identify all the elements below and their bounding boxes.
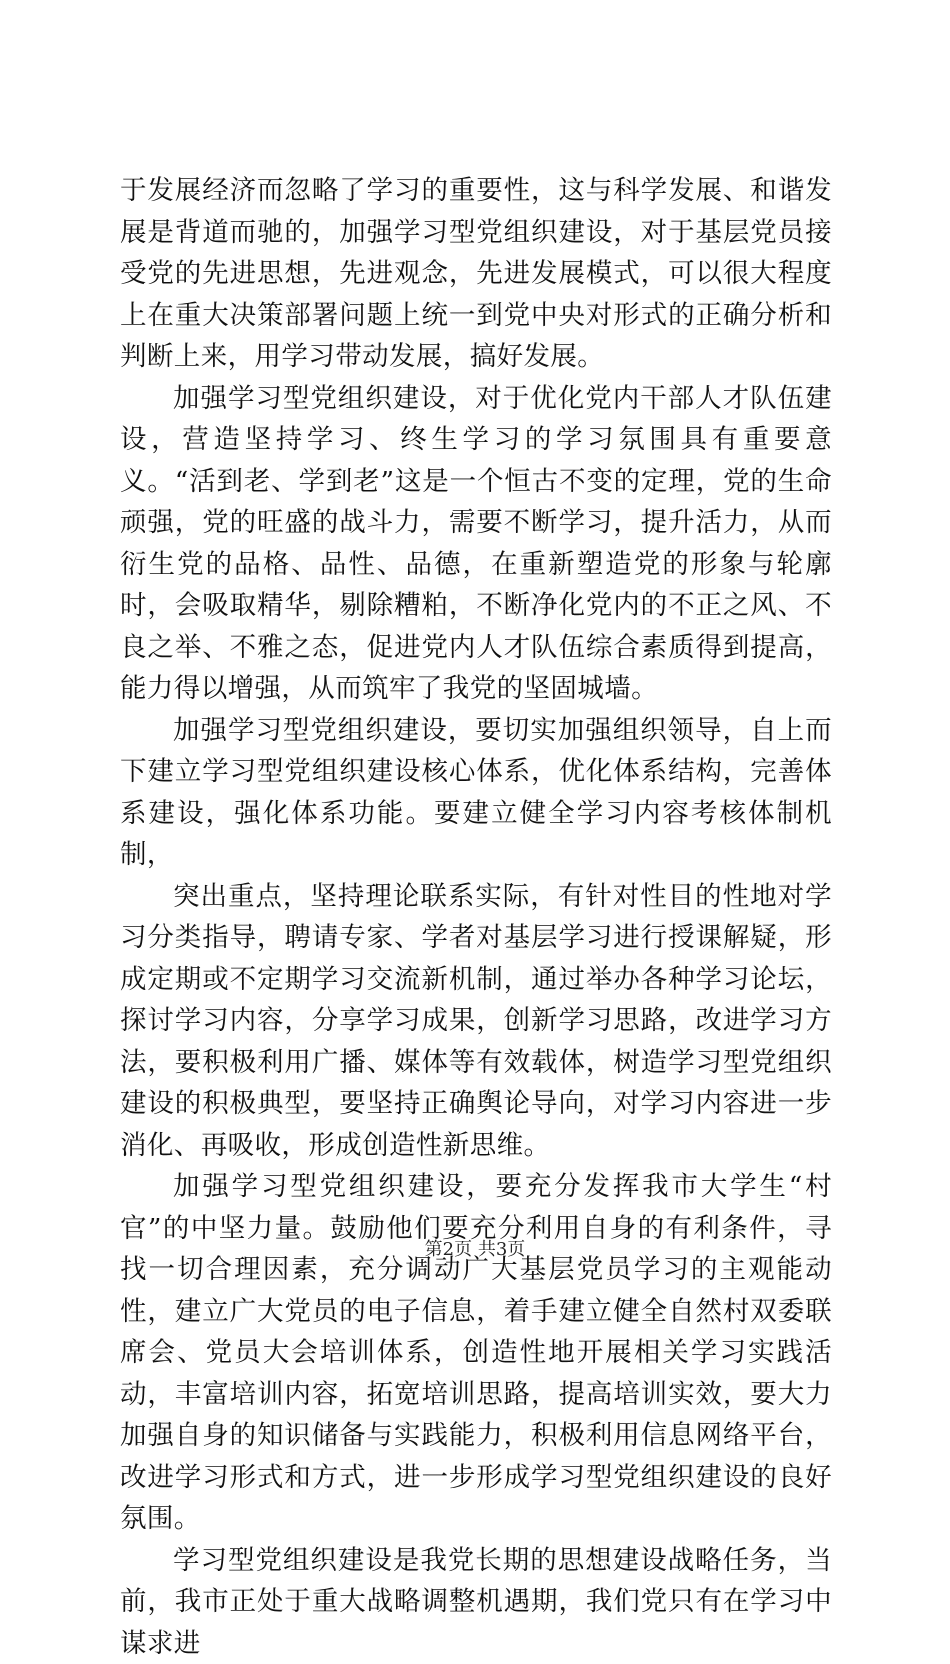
paragraph: 加强学习型党组织建设，要充分发挥我市大学生“村官”的中坚力量。鼓励他们要充分利用自身的有利条件，寻找一切合理因素，充分调动广大基层党员学习的主观能动性，建立广大党员的电子信息，着手建立健全自然村双委联席会、党员大会培训体系，创造性地开展相关学习实践活动，丰富培训内容，拓宽培训思路，提高培训实效，要大力加强自身的知识储备与实践能力，积极利用信息网络平台，改进学习形式和方式，进一步形成学习型党组织建设的良好氛围。 [120, 1166, 832, 1540]
paragraph: 学习型党组织建设是我党长期的思想建设战略任务，当前，我市正处于重大战略调整机遇期，我们党只有在学习中谋求进 [120, 1540, 832, 1664]
paragraph-continued: 于发展经济而忽略了学习的重要性，这与科学发展、和谐发展是背道而驰的，加强学习型党组织建设，对于基层党员接受党的先进思想，先进观念，先进发展模式，可以很大程度上在重大决策部署问题上统一到党中央对形式的正确分析和判断上来，用学习带动发展，搞好发展。 [120, 170, 832, 378]
paragraph: 加强学习型党组织建设，对于优化党内干部人才队伍建设，营造坚持学习、终生学习的学习氛围具有重要意义。“活到老、学到老”这是一个恒古不变的定理，党的生命顽强，党的旺盛的战斗力，需要不断学习，提升活力，从而衍生党的品格、品性、品德，在重新塑造党的形象与轮廓时，会吸取精华，剔除糟粕，不断净化党内的不正之风、不良之举、不雅之态，促进党内人才队伍综合素质得到提高，能力得以增强，从而筑牢了我党的坚固城墙。 [120, 378, 832, 710]
page-number-footer: 第2页 共3页 [0, 1238, 950, 1262]
paragraph: 加强学习型党组织建设，要切实加强组织领导，自上而下建立学习型党组织建设核心体系，优化体系结构，完善体系建设，强化体系功能。要建立健全学习内容考核体制机制， [120, 710, 832, 876]
document-body [120, 170, 832, 1664]
paragraph: 突出重点，坚持理论联系实际，有针对性目的性地对学习分类指导，聘请专家、学者对基层学习进行授课解疑，形成定期或不定期学习交流新机制，通过举办各种学习论坛，探讨学习内容，分享学习成果，创新学习思路，改进学习方法，要积极利用广播、媒体等有效载体，树造学习型党组织建设的积极典型，要坚持正确舆论导向，对学习内容进一步消化、再吸收，形成创造性新思维。 [120, 876, 832, 1167]
